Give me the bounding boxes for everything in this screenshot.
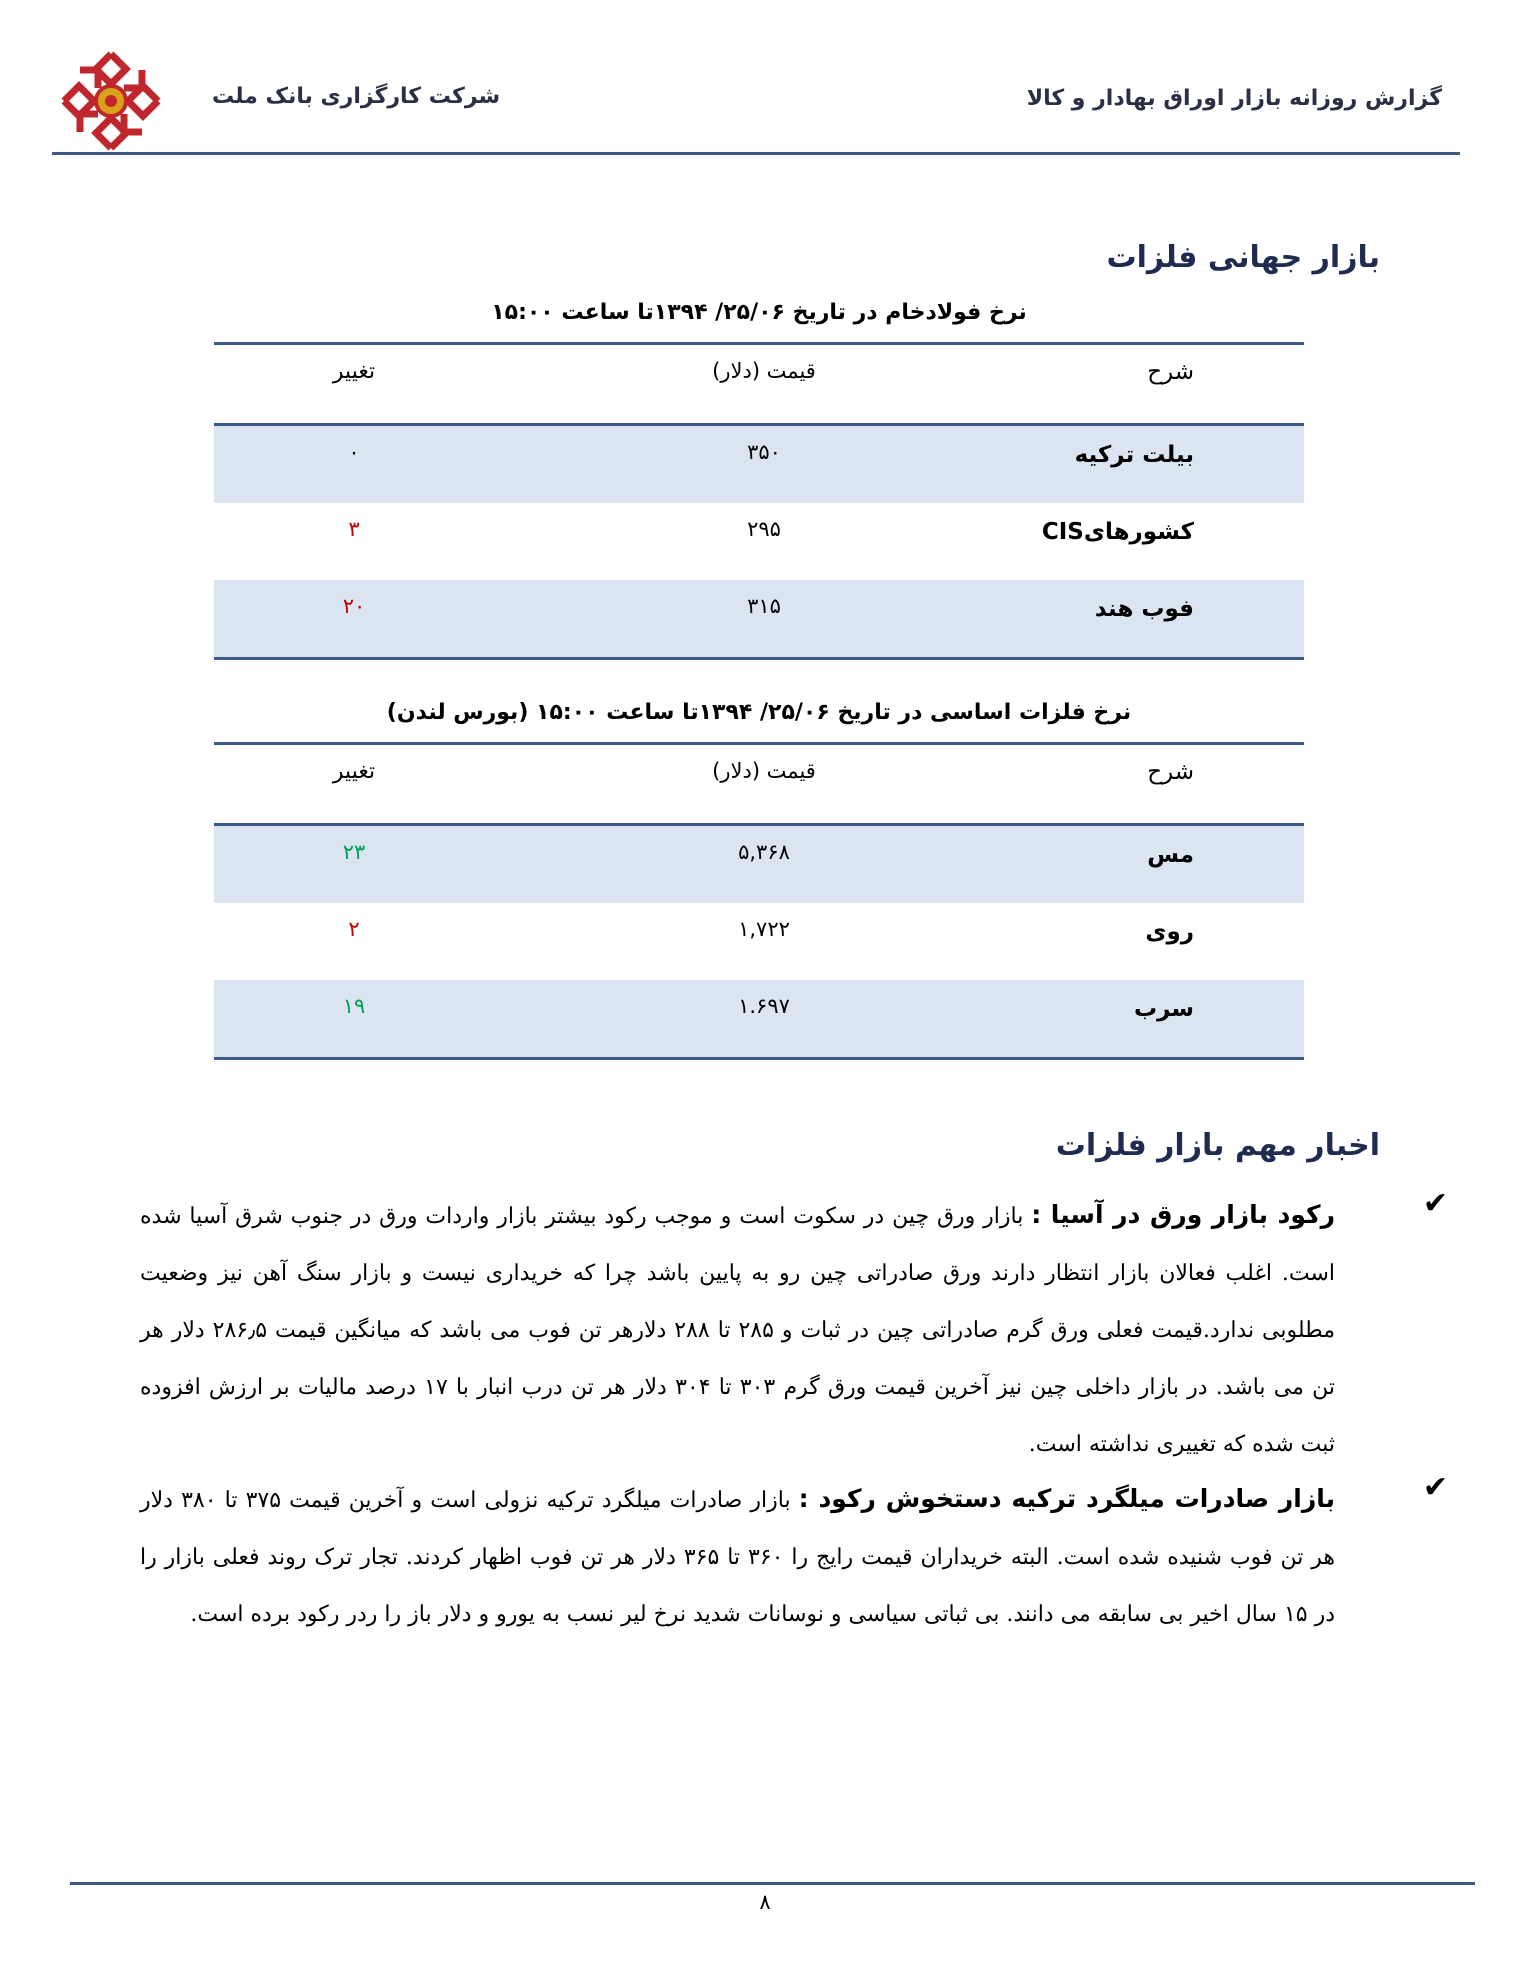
row-sharh: فوب هند — [1094, 596, 1194, 622]
row-sharh: کشورهایCIS — [1041, 519, 1194, 545]
header-sharh: شرح — [1147, 359, 1194, 385]
company-name: شرکت کارگزاری بانک ملت — [212, 84, 501, 109]
base-metals-table — [214, 742, 1304, 1060]
header-divider — [52, 152, 1460, 155]
footer-divider — [70, 1882, 1475, 1885]
row-sharh: سرب — [1133, 996, 1194, 1022]
row-price: ۱,۷۲۲ — [738, 917, 790, 941]
header-change: تغییر — [332, 359, 376, 384]
news-headline: بازار صادرات میلگرد ترکیه دستخوش رکود : — [798, 1484, 1336, 1513]
row-change: ۲۰ — [342, 594, 366, 618]
table-caption-base-metals: نرخ فلزات اساسی در تاریخ ۲۵/۰۶/ ۱۳۹۴تا ساعت ۱۵:۰۰ (بورس لندن) — [386, 700, 1132, 725]
table-row — [214, 980, 1304, 1060]
table-caption-crude-steel: نرخ فولادخام در تاریخ ۲۵/۰۶/ ۱۳۹۴تا ساعت ۱۵:۰۰ — [491, 300, 1027, 325]
page-number: ۸ — [759, 1890, 771, 1914]
row-price: ۲۹۵ — [747, 517, 781, 541]
row-change: ۱۹ — [342, 994, 366, 1018]
table-header-row — [214, 342, 1304, 426]
table-row — [214, 503, 1304, 580]
crude-steel-table — [214, 342, 1304, 660]
table-row — [214, 426, 1304, 503]
report-title: گزارش روزانه بازار اوراق بهادار و کالا — [1026, 86, 1442, 111]
header-price: قیمت (دلار) — [712, 359, 816, 383]
table-row — [214, 580, 1304, 660]
row-change: ۲ — [348, 917, 360, 941]
section-title-world-metals: بازار جهانی فلزات — [1106, 240, 1380, 275]
bank-mellat-logo-icon — [58, 48, 164, 154]
section-title-metals-news: اخبار مهم بازار فلزات — [1055, 1128, 1380, 1163]
row-change: ۳ — [348, 517, 360, 541]
table-row — [214, 903, 1304, 980]
news-item — [140, 1186, 1335, 1473]
row-change: ۰ — [348, 440, 360, 464]
news-body: بازار صادرات میلگرد ترکیه نزولی است و آخرین قیمت ۳۷۵ تا ۳۸۰ دلار هر تن فوب شنیده شده است. البته خریداران قیمت رایج را ۳۶۰ تا ۳۶۵ دلار هر تن فوب اظهار کردند. تجار ترک روند فعلی بازار را در ۱۵ سال اخیر بی سابقه می دانند. بی ثباتی سیاسی و نوسانات شدید نرخ لیر نسب به یورو و دلار باز را ردر رکود برده است. — [140, 1488, 1336, 1627]
checkmark-icon: ✔ — [1422, 1186, 1448, 1221]
checkmark-icon: ✔ — [1422, 1470, 1448, 1505]
row-price: ۳۱۵ — [747, 594, 781, 618]
row-change: ۲۳ — [342, 840, 366, 864]
table-header-row — [214, 742, 1304, 826]
row-price: ۱.۶۹۷ — [738, 994, 790, 1018]
row-sharh: بیلت ترکیه — [1074, 442, 1194, 468]
row-sharh: مس — [1147, 842, 1194, 868]
news-headline: رکود بازار ورق در آسیا : — [1031, 1200, 1335, 1229]
news-body: بازار ورق چین در سکوت است و موجب رکود بیشتر بازار واردات ورق در جنوب شرق آسیا شده است. اغلب فعالان بازار انتظار دارند ورق صادراتی چین رو به پایین باشد چرا که خریداری نیست و بازار سنگ آهن نیز وضعیت مطلوبی ندارد.قیمت فعلی ورق گرم صادراتی چین در ثبات و ۲۸۵ تا ۲۸۸ دلارهر تن فوب می باشد که میانگین قیمت ۲۸۶٫۵ دلار هر تن می باشد. در بازار داخلی چین نیز آخرین قیمت ورق گرم ۳۰۳ تا ۳۰۴ دلار هر تن درب انبار با ۱۷ درصد مالیات بر ارزش افزوده ثبت شده که تغییری نداشته است. — [140, 1204, 1335, 1457]
table-row — [214, 826, 1304, 903]
header-sharh: شرح — [1147, 759, 1194, 785]
header-price: قیمت (دلار) — [712, 759, 816, 783]
row-price: ۵,۳۶۸ — [738, 840, 790, 864]
row-price: ۳۵۰ — [747, 440, 781, 464]
header-change: تغییر — [332, 759, 376, 784]
row-sharh: روی — [1145, 919, 1194, 945]
news-item — [140, 1470, 1335, 1643]
